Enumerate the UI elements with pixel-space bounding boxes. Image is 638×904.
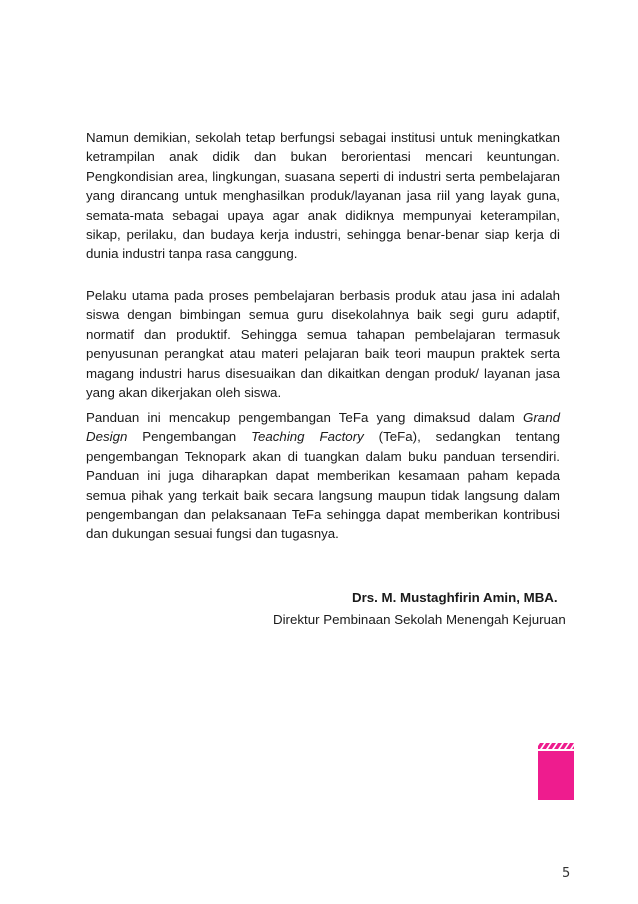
page-number: 5 bbox=[562, 866, 571, 881]
paragraph-3-text-a: Panduan ini mencakup pengembangan TeFa yang dimaksud dalam bbox=[86, 410, 524, 425]
italic-term-teaching-factory: Teaching Factory bbox=[251, 429, 364, 445]
paragraph-3-text-c: (TeFa), sedangkan tentang pengembangan Teknopark akan di tuangkan dalam buku panduan tersendiri. Panduan ini juga diharapkan dapat memberikan kesamaan paham kepada semua pihak yang terkait baik secara langsung maupun tidak langsung dalam pengembangan dan pelaksanaan TeFa sehingga dapat memberikan kontribusi dan dukungan sesuai fungsi dan tugasnya. bbox=[86, 429, 560, 542]
decorative-accent-block bbox=[538, 743, 574, 800]
paragraph-3 bbox=[86, 408, 560, 544]
signer-title: Direktur Pembinaan Sekolah Menengah Kejuruan bbox=[273, 612, 566, 627]
paragraph-2: Pelaku utama pada proses pembelajaran berbasis produk atau jasa ini adalah siswa dengan bimbingan semua guru disekolahnya baik segi guru adaptif, normatif dan produktif. Sehingga semua tahapan pembelajaran termasuk penyusunan perangkat atau materi pelajaran baik teori maupun praktek serta magang industri harus disesuaikan dan dikaitkan dengan produk/ layanan jasa yang akan dikerjakan oleh siswa. bbox=[86, 288, 560, 401]
paragraph-1: Namun demikian, sekolah tetap berfungsi sebagai institusi untuk meningkatkan ketrampilan anak didik dan bukan berorientasi mencari keuntungan. Pengkondisian area, lingkungan, suasana seperti di industri serta pembelajaran yang dirancang untuk menghasilkan produk/layanan jasa riil yang layak guna, semata-mata sebagai upaya agar anak didiknya mempunyai keterampilan, sikap, perilaku, dan budaya kerja industri, sehingga benar-benar siap kerja di dunia industri tanpa rasa canggung. bbox=[86, 130, 560, 262]
italic-term-grand-design: Grand Design bbox=[86, 410, 560, 445]
paragraph-3-text-b: Pengembangan bbox=[127, 429, 252, 445]
signer-name: Drs. M. Mustaghfirin Amin, MBA. bbox=[352, 590, 558, 605]
